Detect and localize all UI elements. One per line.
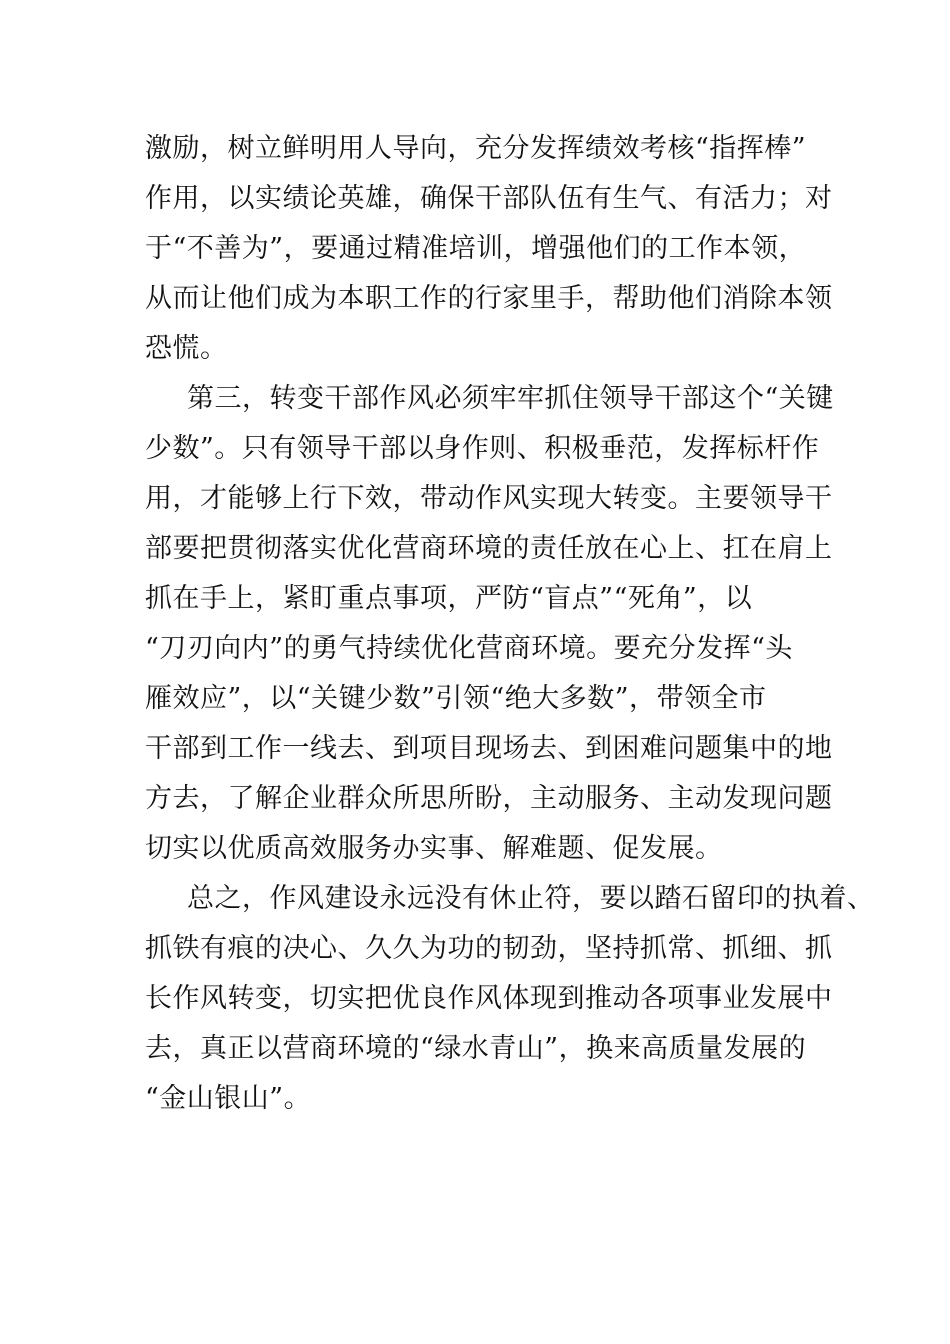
- text-line: 去，真正以营商环境的“绿水青山”，换来高质量发展的: [145, 1033, 807, 1064]
- text-line: 从而让他们成为本职工作的行家里手，帮助他们消除本领: [145, 283, 833, 314]
- text-line: 恐慌。: [145, 333, 228, 364]
- text-line: 用，才能够上行下效，带动作风实现大转变。主要领导干: [145, 483, 833, 514]
- text-line: 雁效应”，以“关键少数”引领“绝大多数”，带领全市: [145, 683, 767, 714]
- text-line: 作用，以实绩论英雄，确保干部队伍有生气、有活力；对: [145, 183, 833, 214]
- paragraph-start-line: 第三，转变干部作风必须牢牢抓住领导干部这个“关键: [187, 383, 834, 414]
- text-line: 干部到工作一线去、到项目现场去、到困难问题集中的地: [145, 733, 833, 764]
- paragraph-start-line: 总之，作风建设永远没有休止符，要以踏石留印的执着、: [187, 883, 875, 914]
- text-line: “刀刃向内”的勇气持续优化营商环境。要充分发挥“头: [145, 633, 793, 664]
- text-line: 于“不善为”，要通过精准培训，增强他们的工作本领，: [145, 233, 807, 264]
- text-line: “金山银山”。: [145, 1083, 312, 1114]
- text-line: 部要把贯彻落实优化营商环境的责任放在心上、扛在肩上: [145, 533, 833, 564]
- text-line: 抓铁有痕的决心、久久为功的韧劲，坚持抓常、抓细、抓: [145, 933, 833, 964]
- text-line: 切实以优质高效服务办实事、解难题、促发展。: [145, 833, 723, 864]
- text-line: 方去，了解企业群众所思所盼，主动服务、主动发现问题: [145, 783, 833, 814]
- text-line: 激励，树立鲜明用人导向，充分发挥绩效考核“指挥棒”: [145, 133, 807, 164]
- text-line: 长作风转变，切实把优良作风体现到推动各项事业发展中: [145, 983, 833, 1014]
- text-line: 抓在手上，紧盯重点事项，严防“盲点”“死角”，以: [145, 583, 753, 614]
- text-line: 少数”。只有领导干部以身作则、积极垂范，发挥标杆作: [145, 433, 820, 464]
